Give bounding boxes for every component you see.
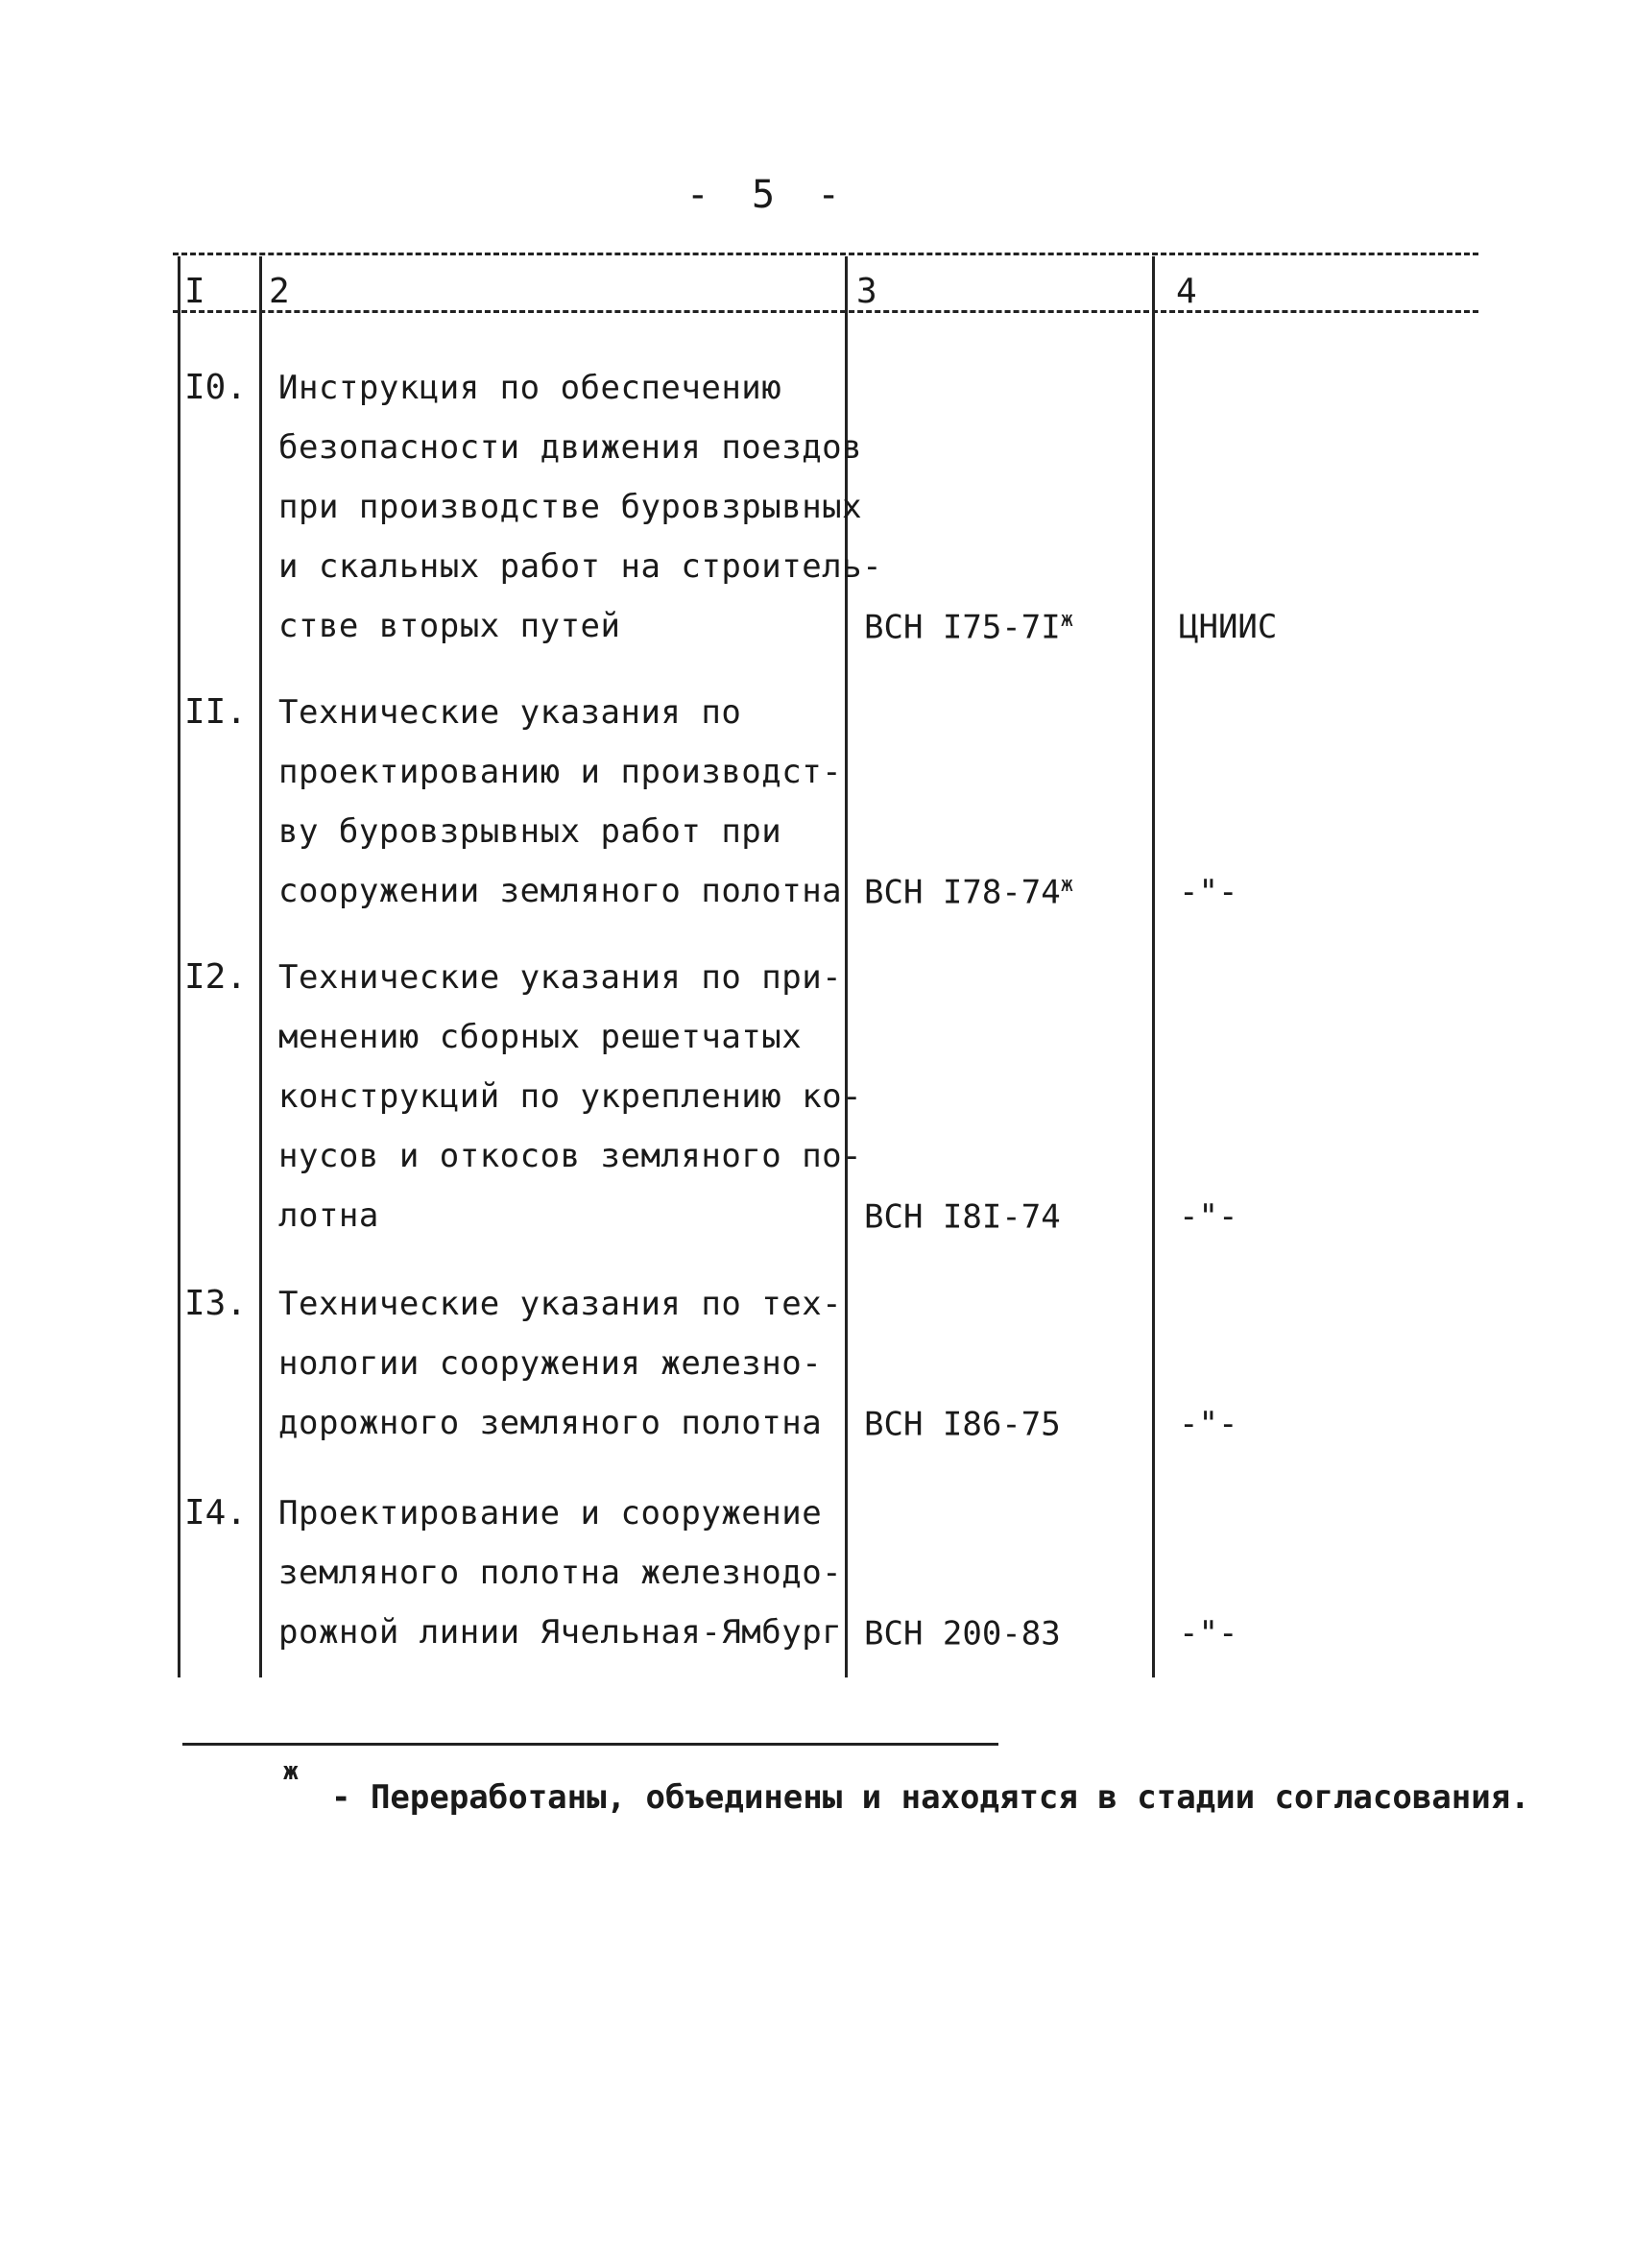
- norm-code-text: ВСН 200-83: [864, 1614, 1061, 1653]
- column-header-2: 2: [269, 272, 290, 311]
- col-divider-3-4: [1152, 256, 1155, 1677]
- col-left-border: [178, 256, 180, 1677]
- title-line: нологии сооружения железно-: [278, 1344, 823, 1383]
- title-line: лотна: [278, 1196, 379, 1235]
- col-divider-1-2: [259, 256, 262, 1677]
- title-line: Технические указания по при-: [278, 958, 843, 997]
- norms-table: [173, 245, 1478, 1685]
- organization: -"-: [1179, 1197, 1238, 1236]
- header-rule: [173, 310, 1478, 313]
- title-line: при производстве буровзрывных: [278, 488, 863, 526]
- title-line: рожной линии Ячельная-Ямбург: [278, 1613, 843, 1652]
- norm-code-text: ВСН I78-74: [864, 873, 1061, 912]
- title-line: конструкций по укреплению ко-: [278, 1077, 863, 1116]
- row-number: I0.: [184, 368, 248, 407]
- title-line: сооружении земляного полотна: [278, 872, 843, 910]
- title-line: Проектирование и сооружение: [278, 1494, 823, 1532]
- title-line: и скальных работ на строитель-: [278, 547, 883, 586]
- norm-code: [864, 1405, 1061, 1443]
- title-line: ву буровзрывных работ при: [278, 812, 782, 851]
- page-number: - 5 -: [685, 173, 851, 217]
- title-line: земляного полотна железнодо-: [278, 1554, 843, 1592]
- column-header-1: I: [184, 272, 205, 311]
- revised-mark: ж: [1060, 608, 1073, 632]
- row-number: I3.: [184, 1284, 248, 1323]
- column-header-3: 3: [856, 272, 877, 311]
- title-line: проектированию и производст-: [278, 753, 843, 791]
- norm-code: [864, 608, 1073, 646]
- norm-code-text: ВСН I86-75: [864, 1405, 1061, 1444]
- title-line: дорожного земляного полотна: [278, 1404, 823, 1442]
- revised-mark: ж: [1060, 873, 1073, 897]
- norm-code: [864, 1197, 1061, 1236]
- norm-code: [864, 873, 1073, 911]
- title-line: стве вторых путей: [278, 607, 621, 645]
- norm-code-text: ВСН I75-7I: [864, 608, 1061, 647]
- table-top-rule: [173, 253, 1478, 255]
- row-number: I4.: [184, 1493, 248, 1532]
- organization: -"-: [1179, 873, 1238, 911]
- norm-code: [864, 1614, 1061, 1653]
- footnote-mark: ж: [283, 1757, 299, 1786]
- title-line: менению сборных решетчатых: [278, 1018, 803, 1056]
- organization: -"-: [1179, 1405, 1238, 1443]
- title-line: Технические указания по: [278, 693, 742, 732]
- title-line: Технические указания по тех-: [278, 1285, 843, 1323]
- title-line: нусов и откосов земляного по-: [278, 1137, 863, 1175]
- footnote-text: - Переработаны, объединены и находятся в стадии согласования.: [331, 1778, 1530, 1817]
- organization: -"-: [1179, 1614, 1238, 1653]
- column-header-4: 4: [1176, 272, 1197, 311]
- title-line: безопасности движения поездов: [278, 428, 863, 467]
- title-line: Инструкция по обеспечению: [278, 369, 782, 407]
- norm-code-text: ВСН I8I-74: [864, 1197, 1061, 1237]
- row-number: I2.: [184, 957, 248, 997]
- row-number: II.: [184, 692, 248, 732]
- organization: ЦНИИС: [1179, 608, 1278, 646]
- footnote-rule: [182, 1743, 998, 1746]
